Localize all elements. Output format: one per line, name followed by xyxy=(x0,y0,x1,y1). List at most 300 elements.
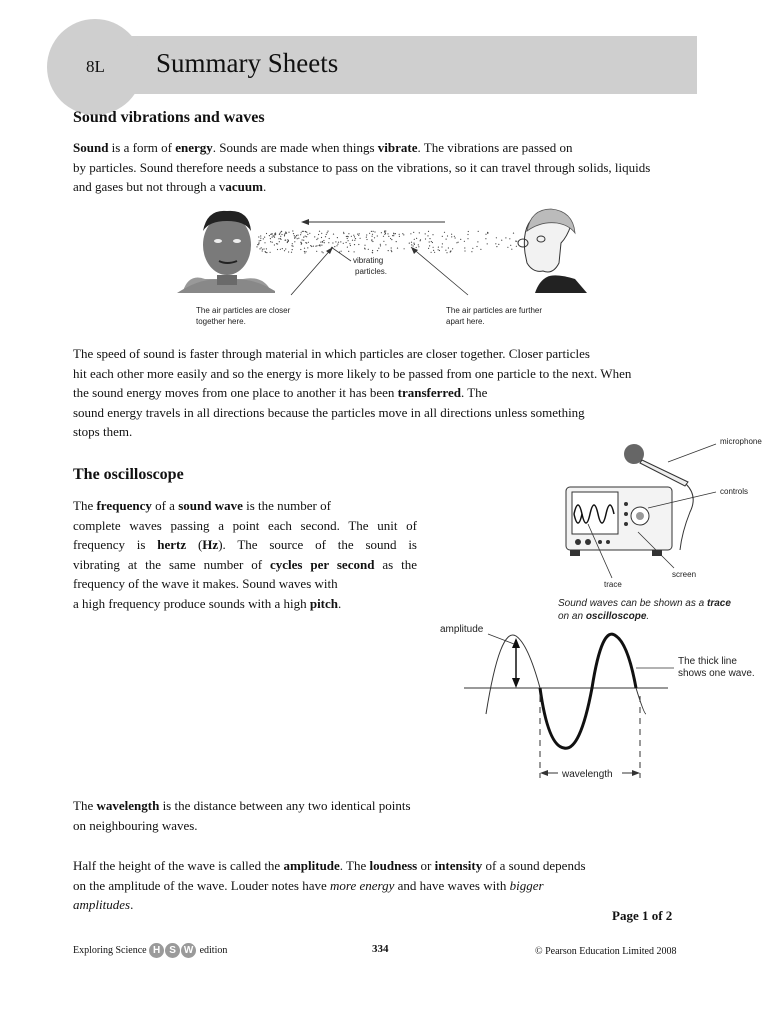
particle-dot xyxy=(438,247,439,248)
particle-dots xyxy=(256,230,517,253)
particle-dot xyxy=(454,236,455,237)
particle-dot xyxy=(348,251,349,252)
particle-dot xyxy=(458,242,459,243)
particle-dot xyxy=(305,242,306,243)
particle-dot xyxy=(372,252,373,253)
particle-dot xyxy=(300,234,301,235)
paragraph-frequency: The frequency of a sound wave is the number of complete waves passing a point each second. The unit of frequency is hertz (Hz). The source of the sound is vibrating at the same number of cycles per second as the frequency of the wave it makes. Sound waves with a high frequency produce sounds with a high pitch. xyxy=(73,498,417,611)
particle-dot xyxy=(270,252,271,253)
particle-dot xyxy=(409,243,410,244)
particle-dot xyxy=(322,241,323,242)
particle-dot xyxy=(270,234,271,235)
particle-dot xyxy=(347,238,348,239)
particle-dot xyxy=(432,234,433,235)
particle-dot xyxy=(294,237,295,238)
particle-dot xyxy=(501,240,502,241)
particle-dot xyxy=(272,237,273,238)
particle-dot xyxy=(404,248,405,249)
particle-dot xyxy=(277,243,278,244)
particle-dot xyxy=(373,231,374,232)
particle-dot xyxy=(403,234,404,235)
particle-dot xyxy=(262,250,263,251)
particle-dot xyxy=(383,241,384,242)
particle-dot xyxy=(291,252,292,253)
label-vibrating: vibrating xyxy=(353,256,384,265)
caption-line-2: on an oscilloscope. xyxy=(558,611,650,622)
particle-dot xyxy=(371,231,372,232)
particle-dot xyxy=(264,242,265,243)
particle-dot xyxy=(452,248,453,249)
particle-dot xyxy=(509,238,510,239)
particle-dot xyxy=(372,241,373,242)
particle-dot xyxy=(388,250,389,251)
particle-dot xyxy=(355,238,356,239)
particle-dot xyxy=(263,248,264,249)
particle-dot xyxy=(321,237,322,238)
particle-dot xyxy=(260,240,261,241)
man-face-illustration xyxy=(177,211,275,293)
particle-dot xyxy=(293,233,294,234)
particle-dot xyxy=(384,234,385,235)
particle-dot xyxy=(391,239,392,240)
woman-face-illustration xyxy=(518,209,587,293)
particle-dot xyxy=(292,249,293,250)
particle-dot xyxy=(266,252,267,253)
particle-dot xyxy=(327,231,328,232)
hsw-h-icon: H xyxy=(149,943,164,958)
particle-dot xyxy=(478,231,479,232)
particle-dot xyxy=(419,232,420,233)
particle-dot xyxy=(260,238,261,239)
particle-dot xyxy=(292,243,293,244)
particle-dot xyxy=(301,232,302,233)
particle-dot xyxy=(300,249,301,250)
particle-dot xyxy=(380,245,381,246)
label-thick-line-2: shows one wave. xyxy=(678,668,755,679)
wave-thin-right xyxy=(636,688,646,714)
particle-dot xyxy=(287,242,288,243)
particle-dot xyxy=(287,239,288,240)
particle-dot xyxy=(280,236,281,237)
particle-dot xyxy=(432,242,433,243)
particle-dot xyxy=(467,238,468,239)
particle-dot xyxy=(292,230,293,231)
particle-dot xyxy=(343,243,344,244)
particle-dot xyxy=(365,248,366,249)
particle-dot xyxy=(352,240,353,241)
wave-thick-one-wave xyxy=(540,634,636,748)
particle-dot xyxy=(354,244,355,245)
particle-dot xyxy=(366,237,367,238)
particle-dot xyxy=(414,239,415,240)
particle-dot xyxy=(515,241,516,242)
paragraph-amplitude: Half the height of the wave is called the amplitude. The loudness or intensity of a sound depends on the amplitude of the wave. Louder notes have more energy and have waves with bigger amplitudes. xyxy=(73,858,586,912)
unit-code: 8L xyxy=(86,57,105,76)
particle-dot xyxy=(302,231,303,232)
particle-dot xyxy=(317,238,318,239)
label-particles: particles. xyxy=(355,267,388,276)
particle-dot xyxy=(439,250,440,251)
particle-dot xyxy=(414,244,415,245)
section-heading-oscilloscope: The oscilloscope xyxy=(73,466,184,483)
particle-dot xyxy=(285,248,286,249)
particle-dot xyxy=(372,250,373,251)
particle-dot xyxy=(442,236,443,237)
footer-series: Exploring Science H S W edition xyxy=(73,944,228,956)
particle-dot xyxy=(259,248,260,249)
particle-dot xyxy=(297,238,298,239)
particle-dot xyxy=(413,232,414,233)
particle-dot xyxy=(447,235,448,236)
particle-dot xyxy=(273,235,274,236)
particle-dot xyxy=(259,240,260,241)
particle-dot xyxy=(496,237,497,238)
label-controls: controls xyxy=(720,487,749,496)
label-trace: trace xyxy=(604,580,622,589)
particle-dot xyxy=(393,233,394,234)
particle-dot xyxy=(446,239,447,240)
paragraph-sound-intro: Sound is a form of energy. Sounds are made when things vibrate. The vibrations are passed on by particles. Sound therefore needs a substance to pass on the vibrations, so it can travel through solids, liquids and gases but not through a vacuum. xyxy=(73,140,651,194)
particle-dot xyxy=(402,233,403,234)
particle-dot xyxy=(270,241,271,242)
particle-dot xyxy=(346,236,347,237)
particle-dot xyxy=(305,231,306,232)
page-title: Summary Sheets xyxy=(156,48,339,78)
particle-dot xyxy=(495,243,496,244)
particle-dot xyxy=(319,245,320,246)
particle-dot xyxy=(294,238,295,239)
particle-dot xyxy=(380,244,381,245)
oscilloscope-illustration xyxy=(548,432,768,626)
particle-dot xyxy=(487,232,488,233)
particle-dot xyxy=(280,238,281,239)
particle-dot xyxy=(433,247,434,248)
particle-dot xyxy=(309,233,310,234)
particle-dot xyxy=(347,247,348,248)
particle-dot xyxy=(318,234,319,235)
particle-dot xyxy=(418,244,419,245)
particle-dot xyxy=(416,238,417,239)
particle-dot xyxy=(324,242,325,243)
particle-dot xyxy=(397,248,398,249)
particle-dot xyxy=(358,244,359,245)
particle-dot xyxy=(485,238,486,239)
particle-dot xyxy=(279,241,280,242)
particle-dot xyxy=(288,251,289,252)
particle-dot xyxy=(513,233,514,234)
particle-dot xyxy=(329,238,330,239)
particle-dot xyxy=(310,245,311,246)
particle-dot xyxy=(320,242,321,243)
paragraph-wavelength: The wavelength is the distance between any two identical points on neighbouring waves. xyxy=(73,798,411,833)
particle-dot xyxy=(377,250,378,251)
particle-dot xyxy=(274,237,275,238)
particle-dot xyxy=(464,247,465,248)
label-closer-2: together here. xyxy=(196,317,246,326)
particle-dot xyxy=(350,245,351,246)
particle-dot xyxy=(260,235,261,236)
particle-dot xyxy=(441,246,442,247)
label-wavelength: wavelength xyxy=(562,769,613,780)
particle-dot xyxy=(315,246,316,247)
particle-dot xyxy=(281,231,282,232)
particle-dot xyxy=(325,236,326,237)
particle-dot xyxy=(321,245,322,246)
particle-dot xyxy=(366,239,367,240)
particle-dot xyxy=(395,233,396,234)
particle-dot xyxy=(284,250,285,251)
particle-dot xyxy=(372,234,373,235)
particle-dot xyxy=(343,233,344,234)
particle-dot xyxy=(354,236,355,237)
particle-dot xyxy=(303,237,304,238)
particle-dot xyxy=(258,242,259,243)
particle-dot xyxy=(425,233,426,234)
particle-dot xyxy=(364,245,365,246)
particle-dot xyxy=(262,249,263,250)
particle-dot xyxy=(374,237,375,238)
particle-dot xyxy=(413,245,414,246)
particle-dot xyxy=(304,252,305,253)
particle-dot xyxy=(306,236,307,237)
label-closer-1: The air particles are closer xyxy=(196,306,291,315)
particle-dot xyxy=(303,240,304,241)
particle-dot xyxy=(468,231,469,232)
particle-dot xyxy=(305,251,306,252)
particle-dot xyxy=(276,243,277,244)
particle-dot xyxy=(301,244,302,245)
particle-dot xyxy=(390,238,391,239)
label-thick-line-1: The thick line xyxy=(678,656,737,667)
paragraph-speed-of-sound: The speed of sound is faster through material in which particles are closer together. Closer particles hit each other more easily and so the energy is more likely to be passed from one particle to the next. When the sound energy moves from one place to another it has been transferred. The sound energy travels in all directions because the particles move in all directions unless something stops them. xyxy=(73,346,632,439)
particle-dot xyxy=(438,249,439,250)
particle-dot xyxy=(387,233,388,234)
particle-dot xyxy=(428,248,429,249)
particle-dot xyxy=(277,249,278,250)
label-screen: screen xyxy=(672,570,697,579)
particle-dot xyxy=(274,234,275,235)
particle-dot xyxy=(264,237,265,238)
particle-dot xyxy=(306,232,307,233)
particle-dot xyxy=(351,236,352,237)
particle-dot xyxy=(460,239,461,240)
particle-dot xyxy=(297,235,298,236)
particle-dot xyxy=(308,242,309,243)
particle-dot xyxy=(429,238,430,239)
particle-dot xyxy=(307,247,308,248)
particle-dot xyxy=(319,231,320,232)
particle-dot xyxy=(392,235,393,236)
particle-dot xyxy=(272,242,273,243)
particle-dot xyxy=(467,234,468,235)
particle-dot xyxy=(431,252,432,253)
footer-page-number: 334 xyxy=(372,943,389,955)
particle-dot xyxy=(429,245,430,246)
particle-dot xyxy=(420,240,421,241)
particle-dot xyxy=(411,244,412,245)
particle-dot xyxy=(336,245,337,246)
hsw-s-icon: S xyxy=(165,943,180,958)
particle-dot xyxy=(507,247,508,248)
particle-dot xyxy=(433,250,434,251)
particle-dot xyxy=(455,237,456,238)
particle-dot xyxy=(464,250,465,251)
particle-dot xyxy=(294,235,295,236)
particle-dot xyxy=(274,244,275,245)
particle-dot xyxy=(396,241,397,242)
particle-dot xyxy=(263,238,264,239)
particle-dot xyxy=(304,251,305,252)
particle-dot xyxy=(288,232,289,233)
particle-dot xyxy=(316,245,317,246)
particle-dot xyxy=(427,235,428,236)
particle-dot xyxy=(450,250,451,251)
particle-dot xyxy=(326,234,327,235)
particle-dot xyxy=(266,233,267,234)
particle-dot xyxy=(311,246,312,247)
particle-dot xyxy=(292,246,293,247)
particle-dot xyxy=(399,234,400,235)
page-label: Page 1 of 2 xyxy=(612,908,673,923)
particle-dot xyxy=(368,249,369,250)
footer-copyright: © Pearson Education Limited 2008 xyxy=(535,946,677,957)
particle-dot xyxy=(303,231,304,232)
particle-dot xyxy=(328,242,329,243)
particle-dot xyxy=(369,233,370,234)
particle-dot xyxy=(456,242,457,243)
particle-dot xyxy=(444,232,445,233)
particle-dot xyxy=(304,248,305,249)
particle-dot xyxy=(425,238,426,239)
particle-dot xyxy=(343,232,344,233)
particle-dot xyxy=(413,243,414,244)
particle-dot xyxy=(348,240,349,241)
particle-dot xyxy=(321,251,322,252)
particle-dot xyxy=(348,233,349,234)
particle-dot xyxy=(391,251,392,252)
particle-dot xyxy=(285,233,286,234)
particle-dot xyxy=(360,238,361,239)
particle-dot xyxy=(357,234,358,235)
particle-dot xyxy=(445,250,446,251)
particle-dot xyxy=(434,252,435,253)
particle-dot xyxy=(451,236,452,237)
particle-dot xyxy=(366,234,367,235)
particle-dot xyxy=(338,242,339,243)
particle-dot xyxy=(464,241,465,242)
particle-dot xyxy=(511,249,512,250)
particle-dot xyxy=(281,234,282,235)
particle-dot xyxy=(446,252,447,253)
particle-dot xyxy=(265,251,266,252)
particle-dot xyxy=(333,234,334,235)
particle-dot xyxy=(321,233,322,234)
particle-dot xyxy=(353,235,354,236)
particle-dot xyxy=(354,240,355,241)
hsw-w-icon: W xyxy=(181,943,196,958)
caption-line-1: Sound waves can be shown as a trace xyxy=(558,598,731,609)
particle-dot xyxy=(505,237,506,238)
particle-dot xyxy=(269,235,270,236)
particle-dot xyxy=(298,238,299,239)
particle-dot xyxy=(476,246,477,247)
particle-dot xyxy=(516,246,517,247)
particle-dot xyxy=(307,234,308,235)
particle-dot xyxy=(349,243,350,244)
particle-dot xyxy=(313,246,314,247)
particle-dot xyxy=(388,236,389,237)
particle-dot xyxy=(442,243,443,244)
particle-dot xyxy=(480,249,481,250)
particle-dot xyxy=(316,239,317,240)
particle-dot xyxy=(399,236,400,237)
particle-dot xyxy=(358,235,359,236)
particle-dot xyxy=(285,240,286,241)
label-microphone: microphone xyxy=(720,437,762,446)
particle-dot xyxy=(302,239,303,240)
particle-dot xyxy=(337,244,338,245)
particle-dot xyxy=(332,242,333,243)
label-amplitude: amplitude xyxy=(440,624,484,635)
particle-dot xyxy=(256,246,257,247)
particle-dot xyxy=(485,234,486,235)
particle-dot xyxy=(279,234,280,235)
particle-dot xyxy=(314,236,315,237)
label-further-2: apart here. xyxy=(446,317,485,326)
sound-particles-diagram xyxy=(175,203,595,330)
particle-dot xyxy=(270,238,271,239)
section-heading-sound: Sound vibrations and waves xyxy=(73,109,265,126)
particle-dot xyxy=(282,248,283,249)
particle-dot xyxy=(378,248,379,249)
particle-dot xyxy=(323,240,324,241)
particle-dot xyxy=(354,251,355,252)
particle-dot xyxy=(371,239,372,240)
particle-dot xyxy=(294,241,295,242)
particle-dot xyxy=(510,245,511,246)
particle-dot xyxy=(385,230,386,231)
particle-dot xyxy=(496,246,497,247)
particle-dot xyxy=(471,251,472,252)
particle-dot xyxy=(429,241,430,242)
particle-dot xyxy=(384,232,385,233)
particle-dot xyxy=(327,232,328,233)
particle-dot xyxy=(284,234,285,235)
particle-dot xyxy=(346,242,347,243)
particle-dot xyxy=(416,247,417,248)
particle-dot xyxy=(280,232,281,233)
particle-dot xyxy=(381,232,382,233)
particle-dot xyxy=(477,241,478,242)
particle-dot xyxy=(261,247,262,248)
particle-dot xyxy=(431,241,432,242)
particle-dot xyxy=(280,249,281,250)
particle-dot xyxy=(305,236,306,237)
wave-diagram xyxy=(430,618,768,788)
particle-dot xyxy=(271,233,272,234)
particle-dot xyxy=(278,238,279,239)
particle-dot xyxy=(257,244,258,245)
particle-dot xyxy=(323,252,324,253)
particle-dot xyxy=(498,244,499,245)
particle-dot xyxy=(316,251,317,252)
particle-dot xyxy=(340,241,341,242)
particle-dot xyxy=(359,233,360,234)
particle-dot xyxy=(428,231,429,232)
particle-dot xyxy=(348,236,349,237)
particle-dot xyxy=(385,244,386,245)
particle-dot xyxy=(372,236,373,237)
